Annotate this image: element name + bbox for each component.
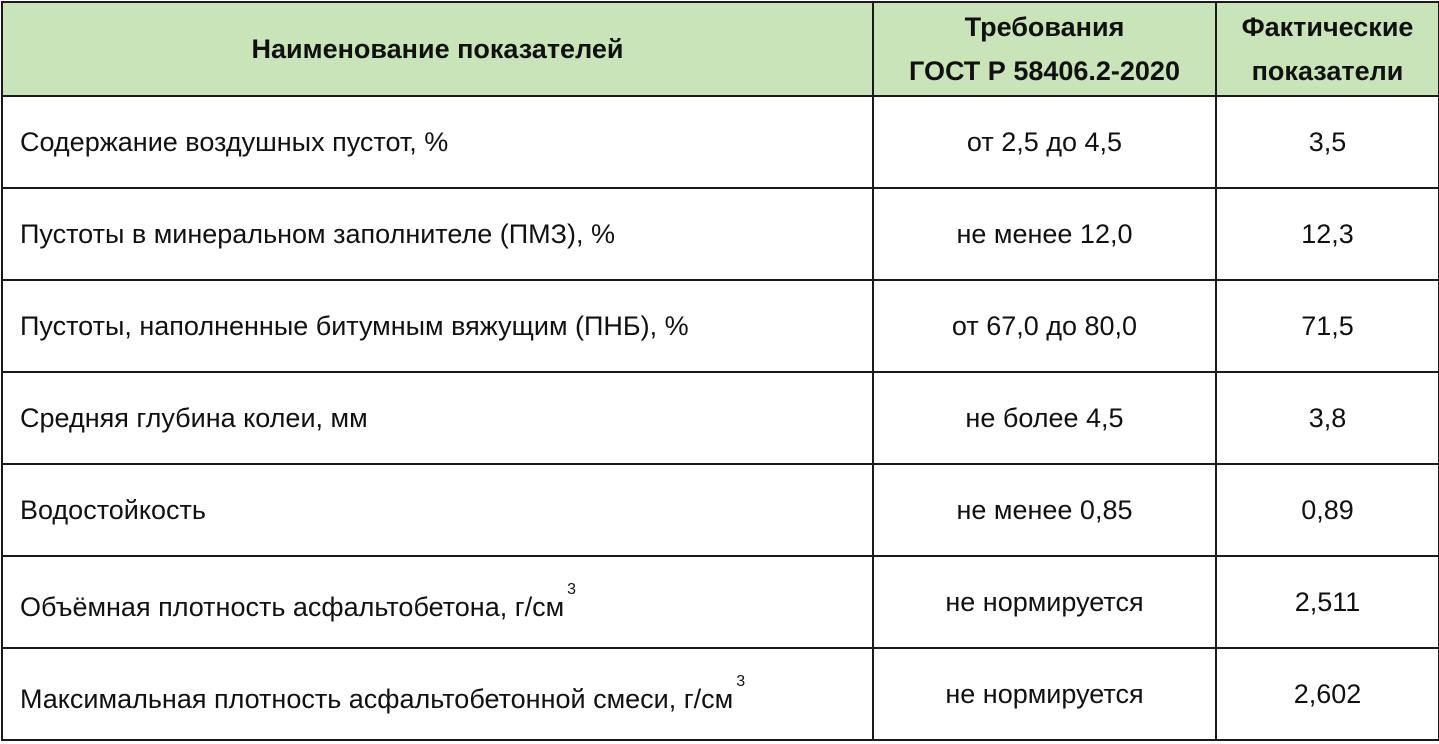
actual-value-cell: 2,602 bbox=[1216, 648, 1439, 740]
actual-value-cell: 71,5 bbox=[1216, 280, 1439, 372]
header-actual-line1: Фактические bbox=[1241, 12, 1414, 42]
indicator-name: Содержание воздушных пустот, % bbox=[20, 126, 449, 157]
header-gost-requirements bbox=[873, 2, 1216, 96]
actual-value-cell: 3,8 bbox=[1216, 372, 1439, 464]
actual-value-cell: 2,511 bbox=[1216, 556, 1439, 648]
table-row bbox=[2, 188, 1439, 280]
header-actual-values bbox=[1216, 2, 1439, 96]
indicator-name: Максимальная плотность асфальтобетонной смеси, г/см bbox=[20, 684, 734, 714]
indicator-name: Пустоты, наполненные битумным вяжущим (ПНБ), % bbox=[20, 310, 689, 341]
indicator-name-cell bbox=[2, 96, 873, 188]
header-actual-line2: показатели bbox=[1251, 56, 1404, 86]
table-row bbox=[2, 280, 1439, 372]
requirement-cell: не нормируется bbox=[873, 556, 1216, 648]
table-row bbox=[2, 464, 1439, 556]
indicators-table bbox=[1, 1, 1439, 741]
indicator-name: Средняя глубина колеи, мм bbox=[20, 402, 368, 433]
indicator-name-cell bbox=[2, 372, 873, 464]
actual-value-cell: 0,89 bbox=[1216, 464, 1439, 556]
header-indicator-name bbox=[2, 2, 873, 96]
header-row bbox=[2, 2, 1439, 96]
indicator-name-cell bbox=[2, 464, 873, 556]
requirement-cell: не нормируется bbox=[873, 648, 1216, 740]
indicator-name-cell bbox=[2, 280, 873, 372]
requirement-cell: не более 4,5 bbox=[873, 372, 1216, 464]
indicator-name: Объёмная плотность асфальтобетона, г/см bbox=[20, 592, 565, 622]
unit-superscript: 3 bbox=[736, 673, 746, 690]
actual-value-cell: 3,5 bbox=[1216, 96, 1439, 188]
table-row bbox=[2, 556, 1439, 648]
indicator-name: Пустоты в минеральном заполнителе (ПМЗ), % bbox=[20, 218, 615, 249]
actual-value-cell: 12,3 bbox=[1216, 188, 1439, 280]
unit-superscript: 3 bbox=[567, 581, 577, 598]
table-row bbox=[2, 96, 1439, 188]
header-gost-line1: Требования bbox=[964, 12, 1125, 42]
requirement-cell: не менее 12,0 bbox=[873, 188, 1216, 280]
indicator-name-cell bbox=[2, 188, 873, 280]
indicator-name: Водостойкость bbox=[20, 494, 206, 525]
indicator-name-cell bbox=[2, 648, 873, 740]
requirement-cell: не менее 0,85 bbox=[873, 464, 1216, 556]
table-row bbox=[2, 648, 1439, 740]
indicator-name-cell bbox=[2, 556, 873, 648]
table-row bbox=[2, 372, 1439, 464]
header-indicator-name-text: Наименование показателей bbox=[251, 34, 624, 64]
header-gost-line2: ГОСТ Р 58406.2-2020 bbox=[909, 56, 1180, 86]
requirement-cell: от 2,5 до 4,5 bbox=[873, 96, 1216, 188]
requirement-cell: от 67,0 до 80,0 bbox=[873, 280, 1216, 372]
